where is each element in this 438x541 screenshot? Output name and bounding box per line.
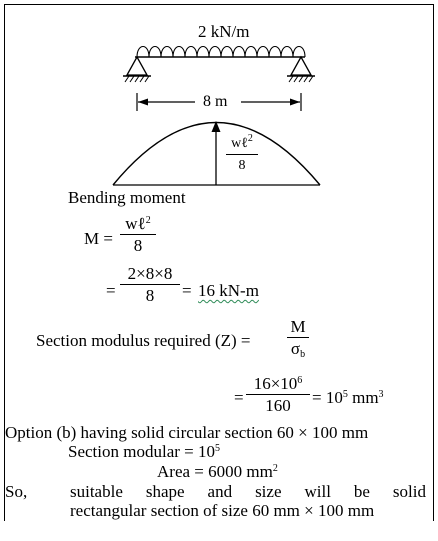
distributed-load-icon [137, 47, 305, 58]
conclusion-word: size [255, 482, 282, 501]
section-value-fraction: $16\times 10^6$ 160 [246, 372, 310, 415]
option-line-3: Area = 6000 $mm^2$ [157, 462, 278, 481]
conclusion-line-2: rectangular section of size 60 mm × 100 mm [70, 501, 375, 520]
section-modulus-label: Section modulus required (Z) = [36, 331, 251, 350]
span-label: 8 m [203, 93, 228, 110]
conclusion-so: So, [5, 482, 28, 501]
moment-formula-fraction: wℓ$^2$ 8 [120, 212, 156, 255]
diagram-moment-numerator: wℓ [231, 136, 248, 151]
bending-moment-heading: Bending moment [68, 188, 186, 207]
conclusion-word: will [304, 482, 331, 501]
conclusion-word: solid [392, 482, 426, 501]
moment-lhs: M = [84, 229, 113, 248]
diagram-moment-denominator: 8 [238, 158, 246, 173]
section-value-equals: = [234, 388, 244, 407]
left-pin-support-icon [123, 57, 151, 82]
option-line-1: Option (b) having solid circular section 60 × 100 mm [5, 423, 369, 442]
conclusion-word: shape [145, 482, 185, 501]
calc-equals: = [106, 281, 116, 300]
diagram-moment-fraction: wℓ$^2$ 8 [226, 130, 258, 175]
conclusion-word: suitable [70, 482, 123, 501]
moment-result: 16 kN-m [198, 281, 259, 300]
load-label: 2 kN/m [198, 22, 250, 41]
section-value-result: = $10^5$ $mm^3$ [312, 388, 384, 407]
moment-calc-fraction: 2×8×8 8 [120, 265, 180, 305]
conclusion-word: and [207, 482, 233, 501]
option-line-2: Section modular = $10^5$ [68, 442, 220, 461]
conclusion-line-1 [70, 482, 426, 502]
section-modulus-fraction: M $\sigma_b$ [287, 318, 309, 364]
conclusion-word: be [353, 482, 370, 501]
right-pin-support-icon [287, 57, 315, 82]
moment-result-equals: = [182, 281, 192, 300]
